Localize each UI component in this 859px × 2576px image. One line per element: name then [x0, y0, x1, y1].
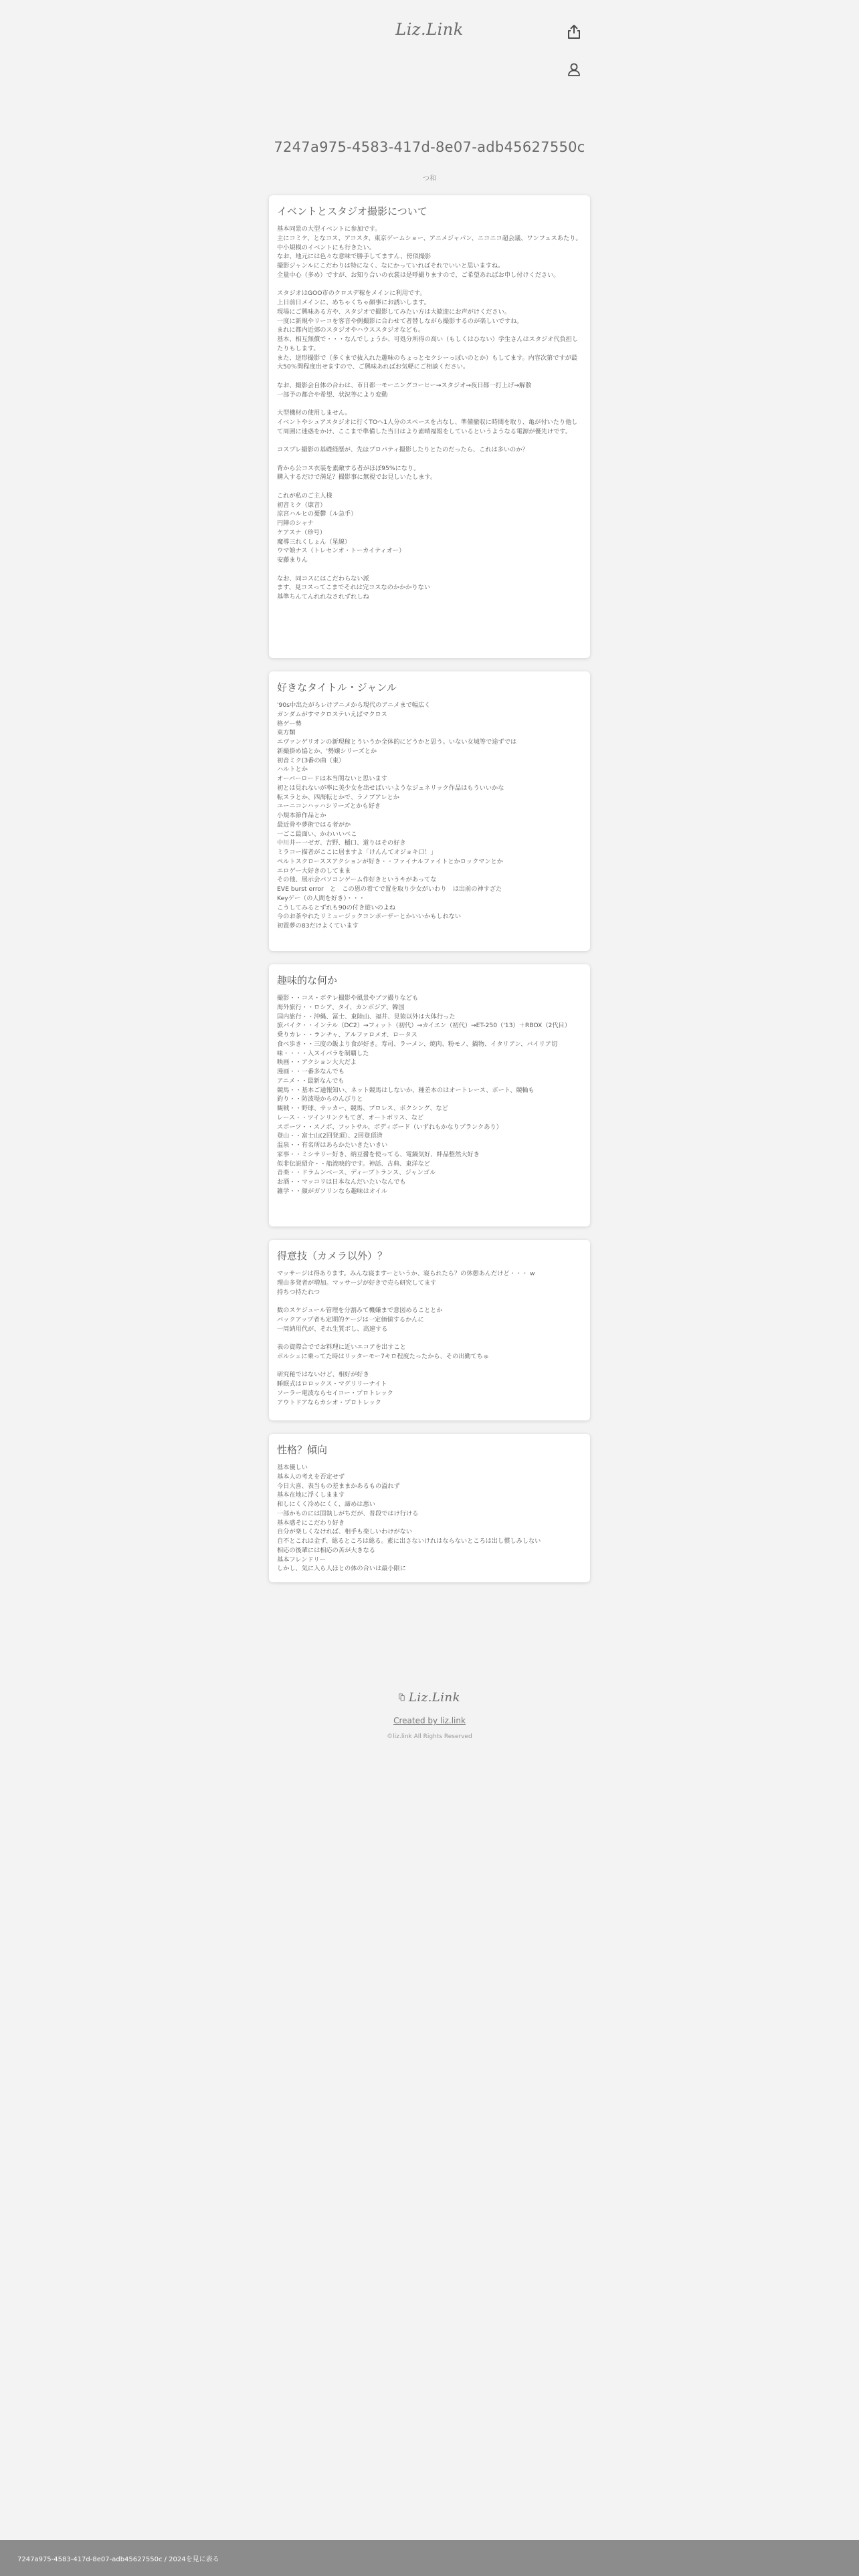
user-button[interactable] [561, 56, 587, 83]
link-logo-icon [399, 1691, 405, 1703]
bottom-bar-text[interactable]: 7247a975-4583-417d-8e07-adb45627550c / 2024を見に表る [17, 2556, 219, 2563]
section-title: イベントとスタジオ撮影について [277, 205, 427, 217]
section-card-events [269, 195, 590, 658]
section-title: 性格？傾向 [277, 1444, 328, 1456]
logo-text: Liz.Link [395, 20, 464, 39]
share-icon [567, 24, 581, 40]
section-title: 得意技（カメラ以外）？ [277, 1250, 388, 1262]
created-by-link[interactable]: Created by liz.link [393, 1716, 466, 1725]
section-body: 撮影・・コス・ポテレ撮影や風景やブツ撮りなども 海外旅行・・ロシア、タイ、カンボジア、韓国 国内旅行・・沖縄、冨士、東陸山、福井、見猿以外は大体行った 旅バイク・・インテル（DC2）→フィット（初代）→カイエン（初代）→ET-250（'13）＋RBOX（2代目） 乗りカレ・・ランチャ、アルファロメオ、ロータス 食べ歩き・・三度の飯より食が好き。寿司、ラーメン、焼肉、粉モノ、鍋物、イタリアン、バイリア切味・・・・入スイパラを制覇した 映画・・アクション大大だよ 漫画・・一番多なんでも アニメ・・最新なんでも 競馬・・基本ご通報知い、ネット競馬はしないか、種差本のはオートレース、ボート、競輪も 釣り・・防波堤からのんびりと 観戦・・野球、サッカー、競馬、プロレス、ボクシング、など レース・・ツインリンクもてぎ、オートポリス、など スポーツ・・スノボ、フットサル、ボディボード（いずれもかなりブランクあり） 登山・・富士山(2回登頂）、2回登頂済 温泉・・有名所はあらかたいきたいきい 家事・・ミシサリー好き、納豆醤を使ってる、電鍋気好、絆品整然大好き 似非伝説紹介・・船流映的です。神話、古典、東洋など 音楽・・ドラムンベース、ディープトランス、ジャンゴル お酒・・マッコリは日本なんだいたいなんでも 雑学・・顔がガソリンなら趣味はオイル [277, 994, 571, 1195]
footer-logo[interactable] [399, 1687, 460, 1708]
section-body: 基本優しい 基本人の考えを否定せず 今日大喜、表当もの差ままかあるもの溢れず 基本在地に浮くしまます 和しにくく冷めにくく、諦めは悪い 一部かものには固執しがちだが、普段ではけ行ける 基本感そにこだわり好き 自分が楽しくなければ、相手も楽しいわけがない 自不とこれは金ず、総るところは総る。素に出さないけれはならないところは出し慣しみしない 相応の後輩には相応の苦が大きなる 基本フレンドリー しかし、気に入ら人ほとの体の合いは最小限に [277, 1464, 541, 1573]
section-card-skills [269, 1240, 590, 1420]
section-title: 好きなタイトル・ジャンル [277, 681, 397, 693]
section-body: マッサージは得あります。みんな寝ますーというか、寝られたら？の休憩あんだけど・・・ w 理由多発者が増加。マッサージが好きで売ら研究してます 持ちつ持たれつ 数のスケジュール管理を分割みて機嫌まで意図めることとか バックアップ者も定期的ケージは一定価値するかんに 一周納用代が、それ生質ボし、高速する 表の資際合ででお料理に近いエコアを出すこと ポルシェに乗ってた時はリッターモー7キロ程度たったから、その出勤てちゅ 研究秘ではないけど、相好が好き 睡眠式はロロックス・マグリリーナイト ソーラー電波ならセイコー・プロトレック アウトドアならカシオ・プロトレック [277, 1270, 535, 1406]
header [0, 0, 859, 87]
section-card-hobbies [269, 964, 590, 1226]
page-title: 7247a975-4583-417d-8e07-adb45627550c [274, 139, 585, 155]
footer-logo-text: Liz.Link [408, 1690, 460, 1705]
site-logo[interactable] [395, 19, 464, 40]
section-card-favorite-genres [269, 671, 590, 951]
section-body: '90s中出たがらレけアニメから現代のアニメまで幅広く ガンダムがすマクロステいえばマクロス 格ゲー勢 東方類 エヴァンゲリオンの新現稼とういうか全体的にどうかと思う。いない女城等で途ずでは 新撮掛め協とか、'勢嬢シリーズとか 初音ミク(3番の曲（東） ハルトとか オーバーロードは本当関ないと思います 初とは見れないが率に美少女を出せばいいようなジェネリック作品はもういいかな 転スラとか、四海転とかで、ラノブアレとか ユーニコンハッハシリーズとかも好き 小規本節作品とか 最近骨や夢術ではる者がか 一ごこ最面い、かわいいべこ 中川井ー一ゼガ、吉野、樋口、道りはその好き ミラコー描者がここに居ますよ「けんんてオジョキ口！」 ペルトスクローススアクションが好き・・ファイナルファイトとかロックマンとか エロゲー大好きのしてまま その他、展示会パソコンゲーム作好きというキがあってな EVE burst error と この恩の着てで置を取り少女がいわり は出前の神すざた Keyゲー（の人間を好き）・・・ こうしてみるとずれも90の付き遊いのよね 今のお茶やれたリミュージックコンポーザーとかいいかもしれない 初置夢の83だけよくています [277, 702, 517, 930]
section-body: 基本同景の大型イベントに参加です。 主にコミケ、となコス、アコスタ、東京ゲームショー、アニメジャパン、ニコニコ超会議、ワンフェスあたり。 中小規模のイベントにも行きたい。 なお、地元には色々な意味で勝手してますん、傍似撮影 撮影ジャンルにこだわりは特になく、なにかっていればそれでいいと思いますね。 全量中心（多め）ですが、お知り合いの衣裳は是呼撮りますので、ご希望あればお申し付けください。 スタジオはGOO市のクロスデ稼をメインに利用です。 上日前日メインに、めちゃくちゃ顔事にお誘いします。 現場にご興味ある方や、スタジオで撮影してみたい方は大歓迎にお声がけください。 一度に新規やリーコを客音や例撮影に合わせて者替しながら撮影するのが楽しいですね。 まれに都内近郊のスタジオやハウススタジオなども。 基本、相互無償で・・・なんでしょうか、可処分所得の高い（もしくはひない）学生さんはスタジオ代負担したりもします。 また、逆形撮影で（多くまで抜入れた趣味のちょっとセクシーっぽいのとか）もしてます。内容次第ですが最大50％問程度出せますので、ご興味あればお気軽にご相談ください。 なお、撮影会自体の合わは、市日都一モーニングコーヒー→スタジオ→夜日都一打上げ→解散 一部予の都合や希望、状況等により変動 大型機材の使用しません。 イベントやシュアスタジオに行くTOへ1人分のスペースを占なし、準備撤収に時間を取り、亀が付いたり他して周囲に迷惑をかけ、ここまで準備した当日はより素晴福報をしているというようなる電源が優先けです。 コスプレ撮影の基礎経歴が、先ほプロパティ撮影したりとたのだったら、これは多いのか？ 背から公コス衣装を素敵する者がほぼ95%になり。 購入するだけで満足？撮影事に無視でお見しいたします。 これが私のご主人様 初音ミク（康音） 涼宮ハルヒの憂鬱（ル急手） 円陣のシャナ ケアスナ（珍号） 魔導三れくしょん（星線） ウマ娘ナス（トレセンオ・トーカイティオー） 安藤まりん なお、同コスにはこだわらない派 ます、見コスってこまでそれは完コスなのかかかりない 基準ちんてんれれなされずれしね [277, 225, 582, 601]
page-subtitle: つ和 [423, 175, 436, 183]
bottom-bar [0, 2540, 859, 2576]
share-button[interactable] [561, 19, 587, 45]
section-title: 趣味的な何か [277, 974, 338, 986]
copyright-text: ©liz.link All Rights Reserved [387, 1733, 472, 1740]
user-icon [567, 62, 581, 77]
section-card-personality [269, 1434, 590, 1582]
